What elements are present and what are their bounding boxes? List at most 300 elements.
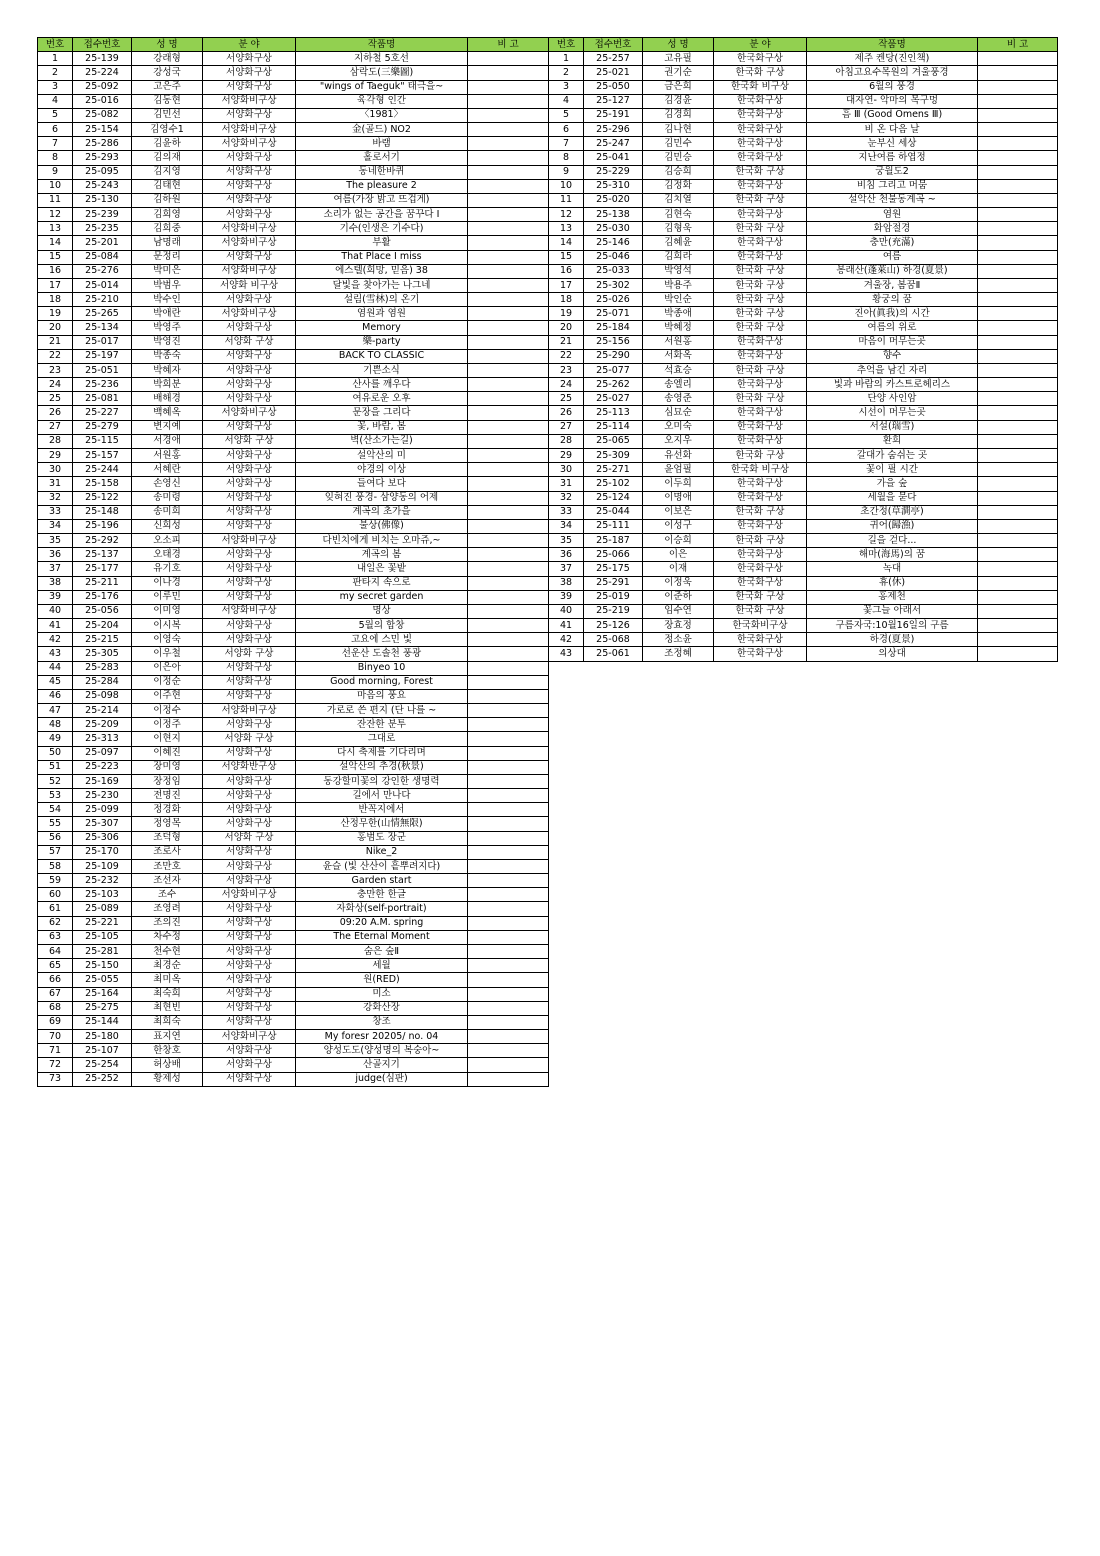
cell-remarks: [468, 165, 549, 179]
cell-receipt-number: 25-290: [584, 349, 643, 363]
cell-field: 서양화비구상: [203, 604, 296, 618]
cell-name: 이나경: [132, 576, 203, 590]
cell-remarks: [468, 831, 549, 845]
table-row: [38, 916, 549, 930]
cell-field: 서양화비구상: [203, 307, 296, 321]
cell-field: 서양화구상: [203, 1044, 296, 1058]
cell-number: 5: [38, 108, 73, 122]
table-row: [38, 363, 549, 377]
table-row: [38, 817, 549, 831]
cell-receipt-number: 25-302: [584, 278, 643, 292]
cell-remarks: [468, 264, 549, 278]
cell-remarks: [468, 633, 549, 647]
cell-receipt-number: 25-068: [584, 633, 643, 647]
cell-receipt-number: 25-265: [73, 307, 132, 321]
cell-work-title: 하경(夏景): [807, 633, 978, 647]
table-row: [549, 307, 1058, 321]
cell-field: 서양화구상: [203, 633, 296, 647]
cell-number: 43: [38, 647, 73, 661]
cell-receipt-number: 25-148: [73, 505, 132, 519]
cell-field: 서양화구상: [203, 817, 296, 831]
cell-receipt-number: 25-150: [73, 959, 132, 973]
cell-number: 63: [38, 930, 73, 944]
cell-number: 73: [38, 1072, 73, 1086]
table-row: [38, 420, 549, 434]
cell-receipt-number: 25-122: [73, 491, 132, 505]
cell-number: 20: [38, 321, 73, 335]
cell-work-title: 화암절경: [807, 222, 978, 236]
cell-work-title: 황궁의 꿈: [807, 293, 978, 307]
cell-number: 17: [38, 278, 73, 292]
cell-field: 한국화구상: [714, 434, 807, 448]
cell-name: 송미령: [132, 491, 203, 505]
cell-number: 7: [549, 137, 584, 151]
cell-remarks: [468, 420, 549, 434]
cell-work-title: 가을 숲: [807, 477, 978, 491]
cell-field: 한국화구상: [714, 208, 807, 222]
cell-receipt-number: 25-097: [73, 746, 132, 760]
cell-name: 김승희: [643, 165, 714, 179]
cell-work-title: Memory: [296, 321, 468, 335]
cell-number: 2: [549, 66, 584, 80]
cell-name: 송미희: [132, 505, 203, 519]
cell-receipt-number: 25-214: [73, 704, 132, 718]
cell-name: 서원홍: [643, 335, 714, 349]
cell-work-title: 6월의 풍경: [807, 80, 978, 94]
table-row: [549, 321, 1058, 335]
cell-receipt-number: 25-138: [584, 208, 643, 222]
cell-receipt-number: 25-281: [73, 945, 132, 959]
cell-name: 박수인: [132, 293, 203, 307]
cell-receipt-number: 25-055: [73, 973, 132, 987]
cell-work-title: 염원과 염원: [296, 307, 468, 321]
cell-number: 36: [549, 548, 584, 562]
cell-number: 1: [549, 52, 584, 66]
cell-field: 서양화구상: [203, 619, 296, 633]
table-row: [549, 264, 1058, 278]
table-row: [549, 293, 1058, 307]
cell-field: 서양화비구상: [203, 222, 296, 236]
cell-number: 5: [549, 108, 584, 122]
cell-field: 서양화비구상: [203, 704, 296, 718]
cell-field: 한국화 구상: [714, 604, 807, 618]
cell-name: 이은아: [132, 661, 203, 675]
header-receipt-number: 접수번호: [73, 38, 132, 52]
cell-receipt-number: 25-095: [73, 165, 132, 179]
cell-receipt-number: 25-109: [73, 859, 132, 873]
cell-name: 이루민: [132, 590, 203, 604]
table-row: [38, 845, 549, 859]
table-row: [549, 534, 1058, 548]
cell-number: 46: [38, 689, 73, 703]
cell-receipt-number: 25-071: [584, 307, 643, 321]
cell-name: 조정혜: [643, 647, 714, 661]
cell-number: 24: [549, 378, 584, 392]
cell-field: 서양화구상: [203, 718, 296, 732]
cell-field: 한국화구상: [714, 477, 807, 491]
cell-field: 서양화구상: [203, 293, 296, 307]
table-row: [38, 562, 549, 576]
cell-receipt-number: 25-204: [73, 619, 132, 633]
cell-number: 19: [549, 307, 584, 321]
cell-number: 9: [38, 165, 73, 179]
cell-receipt-number: 25-098: [73, 689, 132, 703]
cell-number: 10: [549, 179, 584, 193]
cell-field: 한국화 구상: [714, 293, 807, 307]
cell-receipt-number: 25-021: [584, 66, 643, 80]
table-row: [38, 774, 549, 788]
cell-number: 28: [549, 434, 584, 448]
cell-work-title: 樂-party: [296, 335, 468, 349]
cell-field: 서양화구상: [203, 987, 296, 1001]
cell-field: 서양화 구상: [203, 434, 296, 448]
cell-number: 67: [38, 987, 73, 1001]
cell-number: 37: [549, 562, 584, 576]
cell-field: 한국화구상: [714, 562, 807, 576]
table-row: [38, 52, 549, 66]
cell-work-title: 지하철 5호선: [296, 52, 468, 66]
table-row: [38, 1030, 549, 1044]
cell-name: 서경애: [132, 434, 203, 448]
cell-work-title: The pleasure 2: [296, 179, 468, 193]
cell-receipt-number: 25-020: [584, 193, 643, 207]
cell-work-title: 흠 Ⅲ (Good Omens Ⅲ): [807, 108, 978, 122]
cell-remarks: [978, 420, 1058, 434]
table-row: [549, 434, 1058, 448]
cell-receipt-number: 25-211: [73, 576, 132, 590]
cell-field: 한국화구상: [714, 519, 807, 533]
cell-work-title: 초간정(草澗亭): [807, 505, 978, 519]
cell-receipt-number: 25-286: [73, 137, 132, 151]
cell-number: 42: [549, 633, 584, 647]
cell-number: 8: [38, 151, 73, 165]
cell-receipt-number: 25-275: [73, 1001, 132, 1015]
cell-remarks: [468, 505, 549, 519]
cell-name: 이우철: [132, 647, 203, 661]
cell-remarks: [978, 123, 1058, 137]
cell-work-title: 아침고요수목원의 겨울풍경: [807, 66, 978, 80]
cell-name: 임수연: [643, 604, 714, 618]
cell-receipt-number: 25-082: [73, 108, 132, 122]
table-row: [549, 477, 1058, 491]
cell-number: 43: [549, 647, 584, 661]
cell-remarks: [978, 307, 1058, 321]
cell-number: 26: [38, 406, 73, 420]
cell-name: 이미영: [132, 604, 203, 618]
cell-work-title: 계곡의 초가을: [296, 505, 468, 519]
cell-work-title: 불상(佛像): [296, 519, 468, 533]
table-row: [549, 66, 1058, 80]
cell-name: 이두희: [643, 477, 714, 491]
cell-receipt-number: 25-027: [584, 392, 643, 406]
cell-number: 52: [38, 774, 73, 788]
table-row: [38, 803, 549, 817]
cell-remarks: [468, 1001, 549, 1015]
cell-remarks: [978, 278, 1058, 292]
cell-name: 오태경: [132, 548, 203, 562]
cell-number: 9: [549, 165, 584, 179]
cell-field: 한국화 구상: [714, 505, 807, 519]
cell-field: 한국화 구상: [714, 590, 807, 604]
cell-work-title: 휴(休): [807, 576, 978, 590]
cell-field: 서양화 구상: [203, 831, 296, 845]
cell-receipt-number: 25-051: [73, 363, 132, 377]
cell-remarks: [468, 137, 549, 151]
cell-receipt-number: 25-113: [584, 406, 643, 420]
cell-remarks: [468, 945, 549, 959]
cell-receipt-number: 25-224: [73, 66, 132, 80]
cell-field: 서양화구상: [203, 519, 296, 533]
cell-work-title: 서설(瑞雪): [807, 420, 978, 434]
cell-work-title: 다빈치에게 비치는 오마쥬,~: [296, 534, 468, 548]
cell-name: 장정임: [132, 774, 203, 788]
cell-name: 오미숙: [643, 420, 714, 434]
cell-number: 62: [38, 916, 73, 930]
cell-field: 서양화 구상: [203, 732, 296, 746]
cell-work-title: 빛과 바람의 카스트로헤리스: [807, 378, 978, 392]
cell-field: 한국화구상: [714, 108, 807, 122]
cell-number: 17: [549, 278, 584, 292]
cell-work-title: 판타지 속으로: [296, 576, 468, 590]
cell-work-title: 마음의 풍요: [296, 689, 468, 703]
cell-number: 3: [549, 80, 584, 94]
cell-number: 24: [38, 378, 73, 392]
cell-receipt-number: 25-283: [73, 661, 132, 675]
cell-work-title: 벽(산소가는길): [296, 434, 468, 448]
cell-work-title: 바램: [296, 137, 468, 151]
cell-number: 65: [38, 959, 73, 973]
cell-remarks: [468, 562, 549, 576]
cell-work-title: 잔잔한 분투: [296, 718, 468, 732]
cell-number: 16: [38, 264, 73, 278]
korean-painting-entries-table: [548, 37, 1058, 662]
cell-number: 14: [549, 236, 584, 250]
cell-field: 한국화구상: [714, 349, 807, 363]
cell-receipt-number: 25-144: [73, 1015, 132, 1029]
cell-remarks: [468, 760, 549, 774]
cell-name: 박인순: [643, 293, 714, 307]
cell-name: 이영숙: [132, 633, 203, 647]
cell-field: 서양화구상: [203, 420, 296, 434]
cell-field: 서양화구상: [203, 321, 296, 335]
cell-name: 김하원: [132, 193, 203, 207]
cell-number: 28: [38, 434, 73, 448]
cell-number: 4: [38, 94, 73, 108]
cell-name: 손영신: [132, 477, 203, 491]
cell-field: 한국화 비구상: [714, 80, 807, 94]
cell-receipt-number: 25-066: [584, 548, 643, 562]
table-row: [549, 619, 1058, 633]
cell-work-title: 잊혀진 풍경- 삼양동의 어제: [296, 491, 468, 505]
cell-receipt-number: 25-176: [73, 590, 132, 604]
cell-field: 한국화 구상: [714, 534, 807, 548]
cell-remarks: [468, 732, 549, 746]
cell-name: 표지연: [132, 1030, 203, 1044]
cell-remarks: [978, 519, 1058, 533]
cell-number: 8: [549, 151, 584, 165]
cell-work-title: 홍범도 장군: [296, 831, 468, 845]
cell-field: 한국화구상: [714, 647, 807, 661]
cell-remarks: [468, 803, 549, 817]
cell-remarks: [468, 675, 549, 689]
cell-field: 한국화 구상: [714, 363, 807, 377]
cell-field: 서양화비구상: [203, 888, 296, 902]
cell-remarks: [978, 619, 1058, 633]
cell-work-title: 〈1981〉: [296, 108, 468, 122]
cell-work-title: 명상: [296, 604, 468, 618]
cell-receipt-number: 25-154: [73, 123, 132, 137]
cell-field: 한국화 구상: [714, 307, 807, 321]
cell-work-title: 金(골드) NO2: [296, 123, 468, 137]
table-row: [549, 363, 1058, 377]
cell-work-title: 세월을 묻다: [807, 491, 978, 505]
cell-number: 30: [549, 463, 584, 477]
table-row: [549, 123, 1058, 137]
cell-number: 44: [38, 661, 73, 675]
cell-number: 35: [549, 534, 584, 548]
cell-field: 서양화구상: [203, 746, 296, 760]
cell-number: 72: [38, 1058, 73, 1072]
cell-remarks: [468, 1072, 549, 1086]
cell-field: 서양화구상: [203, 491, 296, 505]
table-row: [549, 576, 1058, 590]
cell-number: 31: [549, 477, 584, 491]
cell-name: 윤엄필: [643, 463, 714, 477]
cell-name: 김치열: [643, 193, 714, 207]
cell-remarks: [468, 1044, 549, 1058]
cell-work-title: 비 온 다음 날: [807, 123, 978, 137]
header-row: [549, 38, 1058, 52]
cell-name: 정영목: [132, 817, 203, 831]
table-row: [549, 193, 1058, 207]
cell-name: 권기순: [643, 66, 714, 80]
cell-receipt-number: 25-156: [584, 335, 643, 349]
cell-remarks: [468, 1015, 549, 1029]
cell-name: 김태현: [132, 179, 203, 193]
cell-remarks: [468, 80, 549, 94]
cell-remarks: [978, 264, 1058, 278]
cell-receipt-number: 25-293: [73, 151, 132, 165]
cell-field: 서양화구상: [203, 845, 296, 859]
cell-receipt-number: 25-230: [73, 789, 132, 803]
cell-receipt-number: 25-187: [584, 534, 643, 548]
cell-work-title: 꽃, 바람, 봄: [296, 420, 468, 434]
cell-remarks: [468, 604, 549, 618]
cell-receipt-number: 25-169: [73, 774, 132, 788]
cell-remarks: [978, 477, 1058, 491]
cell-work-title: 동네한바퀴: [296, 165, 468, 179]
cell-remarks: [978, 94, 1058, 108]
table-row: [38, 590, 549, 604]
table-row: [38, 689, 549, 703]
cell-work-title: 귀어(歸漁): [807, 519, 978, 533]
cell-field: 서양화구상: [203, 902, 296, 916]
cell-field: 한국화구상: [714, 548, 807, 562]
table-row: [38, 1058, 549, 1072]
cell-name: 서혜란: [132, 463, 203, 477]
cell-receipt-number: 25-262: [584, 378, 643, 392]
cell-receipt-number: 25-306: [73, 831, 132, 845]
cell-field: 서양화구상: [203, 193, 296, 207]
cell-number: 11: [549, 193, 584, 207]
cell-number: 50: [38, 746, 73, 760]
cell-remarks: [468, 406, 549, 420]
cell-field: 서양화구상: [203, 208, 296, 222]
cell-remarks: [978, 378, 1058, 392]
cell-work-title: 지난여름 하엽정: [807, 151, 978, 165]
cell-number: 38: [38, 576, 73, 590]
cell-number: 12: [38, 208, 73, 222]
cell-work-title: 육각형 인간: [296, 94, 468, 108]
cell-work-title: 달빛을 찾아가는 나그네: [296, 278, 468, 292]
cell-receipt-number: 25-111: [584, 519, 643, 533]
cell-field: 한국화 비구상: [714, 463, 807, 477]
cell-remarks: [468, 746, 549, 760]
cell-name: 금은희: [643, 80, 714, 94]
cell-work-title: 동강할미꽃의 강인한 생명력: [296, 774, 468, 788]
cell-receipt-number: 25-284: [73, 675, 132, 689]
cell-receipt-number: 25-044: [584, 505, 643, 519]
cell-receipt-number: 25-235: [73, 222, 132, 236]
table-row: [38, 746, 549, 760]
cell-number: 29: [38, 448, 73, 462]
cell-work-title: 고요에 스민 빛: [296, 633, 468, 647]
table-row: [38, 1044, 549, 1058]
cell-field: 한국화구상: [714, 633, 807, 647]
cell-remarks: [978, 576, 1058, 590]
table-row: [549, 420, 1058, 434]
cell-number: 59: [38, 874, 73, 888]
cell-name: 김희라: [643, 250, 714, 264]
table-row: [38, 123, 549, 137]
cell-receipt-number: 25-056: [73, 604, 132, 618]
cell-remarks: [978, 604, 1058, 618]
table-row: [38, 661, 549, 675]
cell-name: 김영수1: [132, 123, 203, 137]
cell-field: 한국화구상: [714, 137, 807, 151]
table-row: [38, 278, 549, 292]
cell-remarks: [468, 1058, 549, 1072]
cell-remarks: [468, 193, 549, 207]
cell-number: 34: [38, 519, 73, 533]
cell-remarks: [468, 647, 549, 661]
cell-name: 김경윤: [643, 94, 714, 108]
cell-name: 김형욱: [643, 222, 714, 236]
cell-work-title: 문장을 그리다: [296, 406, 468, 420]
table-row: [549, 52, 1058, 66]
header-field: 분 야: [714, 38, 807, 52]
table-row: [38, 208, 549, 222]
cell-receipt-number: 25-130: [73, 193, 132, 207]
cell-number: 19: [38, 307, 73, 321]
cell-work-title: Binyeo 10: [296, 661, 468, 675]
cell-number: 16: [549, 264, 584, 278]
cell-number: 11: [38, 193, 73, 207]
cell-number: 21: [549, 335, 584, 349]
cell-remarks: [468, 477, 549, 491]
cell-name: 장효정: [643, 619, 714, 633]
cell-remarks: [978, 137, 1058, 151]
cell-work-title: 그대로: [296, 732, 468, 746]
cell-name: 이정수: [132, 704, 203, 718]
cell-work-title: 충만(充滿): [807, 236, 978, 250]
cell-work-title: 염원: [807, 208, 978, 222]
cell-receipt-number: 25-146: [584, 236, 643, 250]
cell-receipt-number: 25-276: [73, 264, 132, 278]
cell-number: 21: [38, 335, 73, 349]
table-row: [549, 94, 1058, 108]
cell-field: 서양화 구상: [203, 647, 296, 661]
